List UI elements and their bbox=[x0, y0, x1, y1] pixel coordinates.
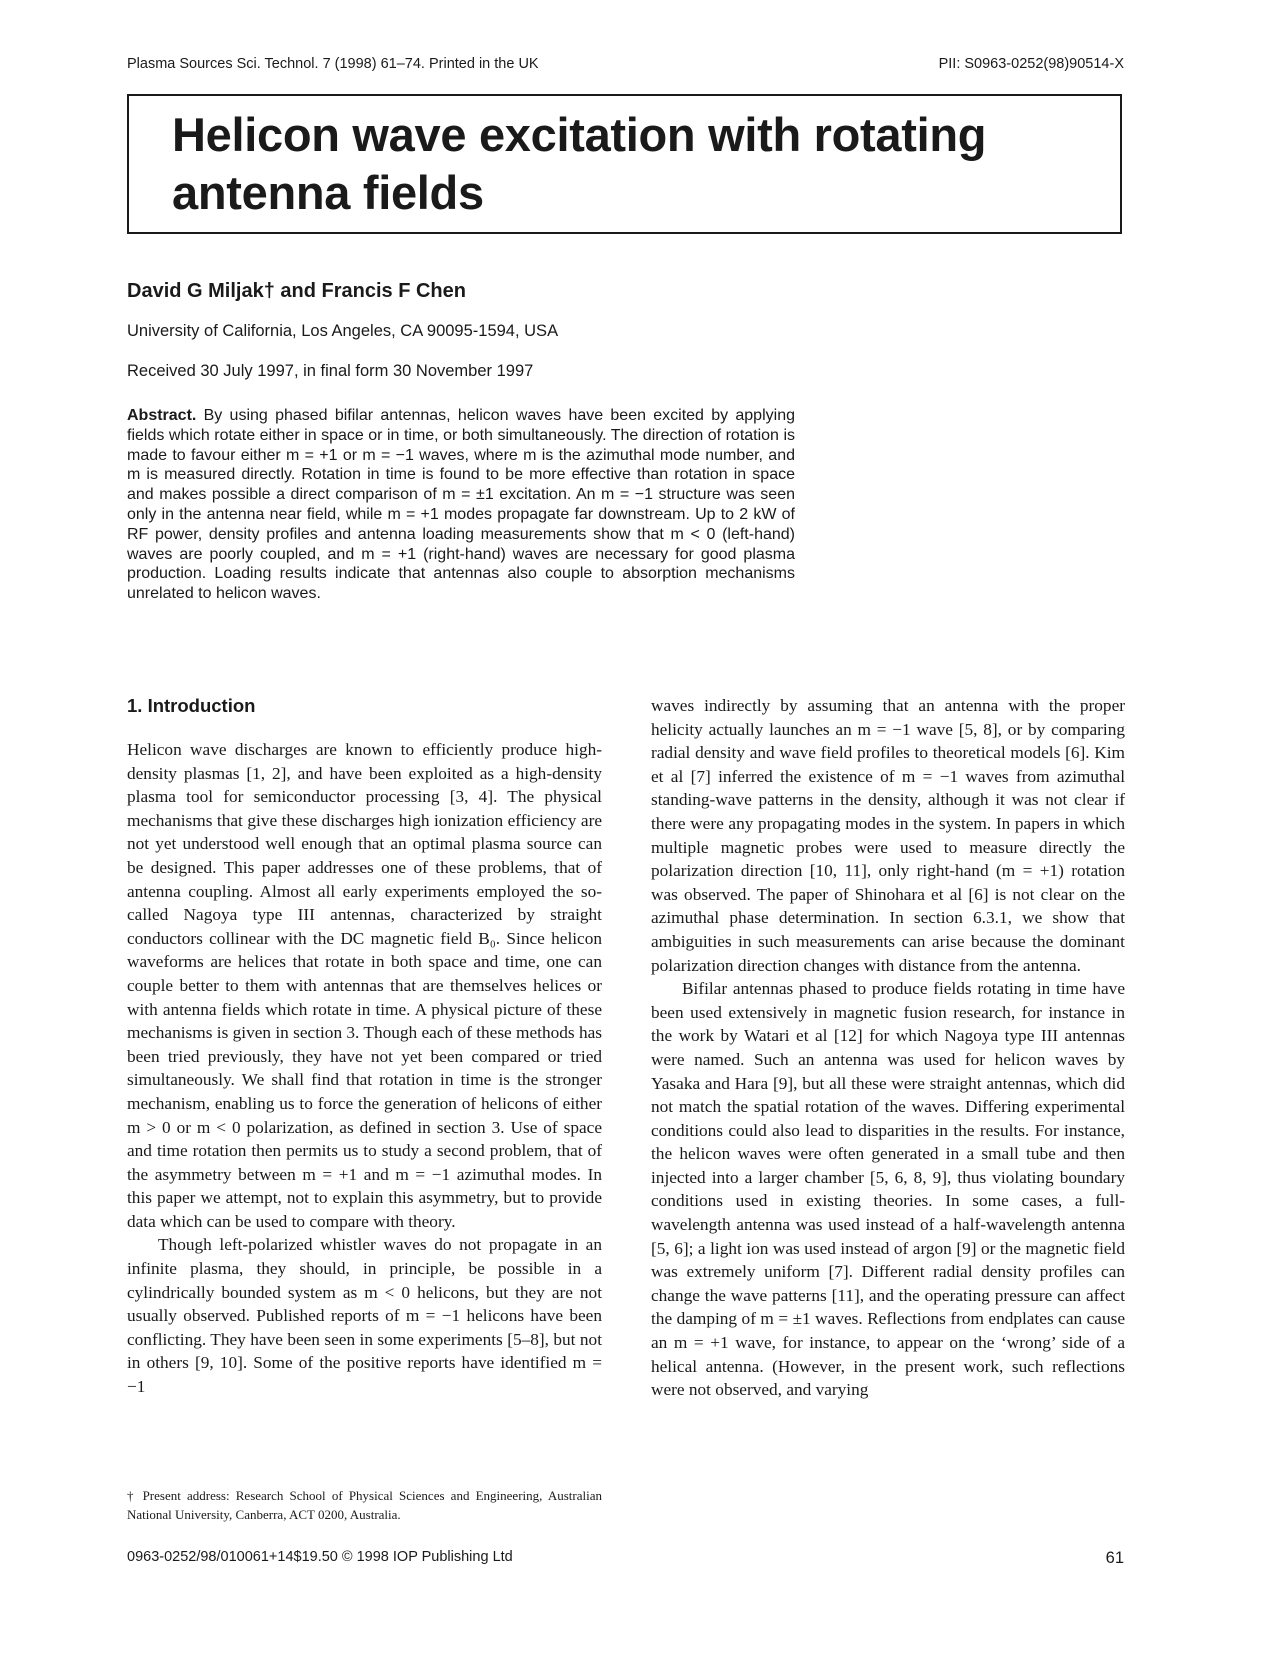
section-heading: 1. Introduction bbox=[127, 695, 256, 716]
right-column bbox=[651, 694, 1125, 1402]
intro-paragraph-1: Helicon wave discharges are known to efficiently produce high-density plasmas [1, 2], and have been exploited as a high-density plasma tool for semiconductor processing [3, 4]. The physical mechanisms that give these discharges high ionization efficiency are not yet understood well enough that an optimal plasma source can be designed. This paper addresses one of these problems, that of antenna coupling. Almost all early experiments employed the so-called Nagoya type III antennas, characterized by straight conductors collinear with the DC magnetic field B₀. Since helicon waveforms are helices that rotate in both space and time, one can couple better to them with antennas that are themselves helices or with antenna fields which rotate in time. A physical picture of these mechanisms is given in section 3. Though each of these methods has been tried previously, they have not yet been compared or tried simultaneously. We shall find that rotation in time is the stronger mechanism, enabling us to force the generation of helicons of either m > 0 or m < 0 polarization, as defined in section 3. Use of space and time rotation then permits us to study a second problem, that of the asymmetry between m = +1 and m = −1 azimuthal modes. In this paper we attempt, not to explain this asymmetry, but to provide data which can be used to compare with theory. bbox=[127, 740, 602, 1231]
received-date: Received 30 July 1997, in final form 30 November 1997 bbox=[127, 362, 534, 380]
title-box bbox=[127, 94, 1122, 234]
running-head bbox=[127, 56, 1124, 76]
intro-paragraph-3: waves indirectly by assuming that an antenna with the proper helicity actually launches an m = −1 wave [5, 8], or by comparing radial density and wave field profiles to theoretical models [6]. Kim et al [7] inferred the existence of m = −1 waves from azimuthal standing-wave patterns in the density, although it was not clear if there were any propagating modes in the system. In papers in which multiple magnetic probes were used to measure directly the polarization direction [10, 11], only right-hand (m = +1) rotation was observed. The paper of Shinohara et al [6] is not clear on the azimuthal phase determination. In section 6.3.1, we show that ambiguities in such measurements can arise because the dominant polarization direction changes with distance from the antenna. bbox=[651, 696, 1125, 975]
page-number: 61 bbox=[1105, 1549, 1124, 1567]
intro-paragraph-2: Though left-polarized whistler waves do not propagate in an infinite plasma, they should, in principle, be possible in a cylindrically bounded system as m < 0 helicons, but they are not usually observed. Published reports of m = −1 helicons have been conflicting. They have been seen in some experiments [5–8], but not in others [9, 10]. Some of the positive reports have identified m = −1 bbox=[127, 1235, 602, 1397]
abstract-text: By using phased bifilar antennas, helicon waves have been excited by applying fields which rotate either in space or in time, or both simultaneously. The direction of rotation is made to favour either m = +1 or m = −1 waves, where m is the azimuthal mode number, and m is measured directly. Rotation in time is found to be more effective than rotation in space and makes possible a direct comparison of m = ±1 excitation. An m = −1 structure was seen only in the antenna near field, while m = +1 modes propagate far downstream. Up to 2 kW of RF power, density profiles and antenna loading measurements show that m < 0 (left-hand) waves are poorly coupled, and m = +1 (right-hand) waves are necessary for good plasma production. Loading results indicate that antennas also couple to absorption mechanisms unrelated to helicon waves. bbox=[127, 407, 795, 603]
pii-identifier: PII: S0963-0252(98)90514-X bbox=[938, 56, 1124, 72]
paper-title: Helicon wave excitation with rotating antenna fields bbox=[172, 108, 987, 219]
footnote: † Present address: Research School of Physical Sciences and Engineering, Australian National University, Canberra, ACT 0200, Australia. bbox=[127, 1488, 602, 1522]
page-footer bbox=[127, 1549, 1124, 1569]
journal-citation: Plasma Sources Sci. Technol. 7 (1998) 61–74. Printed in the UK bbox=[127, 56, 539, 72]
left-column bbox=[127, 694, 602, 1399]
abstract bbox=[127, 406, 795, 604]
intro-paragraph-4: Bifilar antennas phased to produce fields rotating in time have been used extensively in magnetic fusion research, for instance in the work by Watari et al [12] for which Nagoya type III antennas were named. Such an antenna was used for helicon waves by Yasaka and Hara [9], but all these were straight antennas, which did not match the spatial rotation of the waves. Differing experimental conditions could also lead to disparities in the results. For instance, the helicon waves were often generated in a small tube and then injected into a larger chamber [5, 6, 8, 9], thus violating boundary conditions used in existing theories. In some cases, a full-wavelength antenna was used instead of a half-wavelength antenna [5, 6]; a light ion was used instead of argon [9] or the magnetic field was extremely uniform [7]. Different radial density profiles can change the wave patterns [11], and the operating pressure can affect the damping of m = ±1 waves. Reflections from endplates can cause an m = +1 wave, for instance, to appear on the ‘wrong’ side of a helical antenna. (However, in the present work, such reflections were not observed, and varying bbox=[651, 979, 1125, 1400]
author-list: David G Miljak† and Francis F Chen bbox=[127, 280, 466, 302]
affiliation: University of California, Los Angeles, CA 90095-1594, USA bbox=[127, 322, 559, 340]
abstract-label: Abstract. bbox=[127, 407, 197, 424]
copyright-line: 0963-0252/98/010061+14$19.50 © 1998 IOP Publishing Ltd bbox=[127, 1549, 513, 1565]
